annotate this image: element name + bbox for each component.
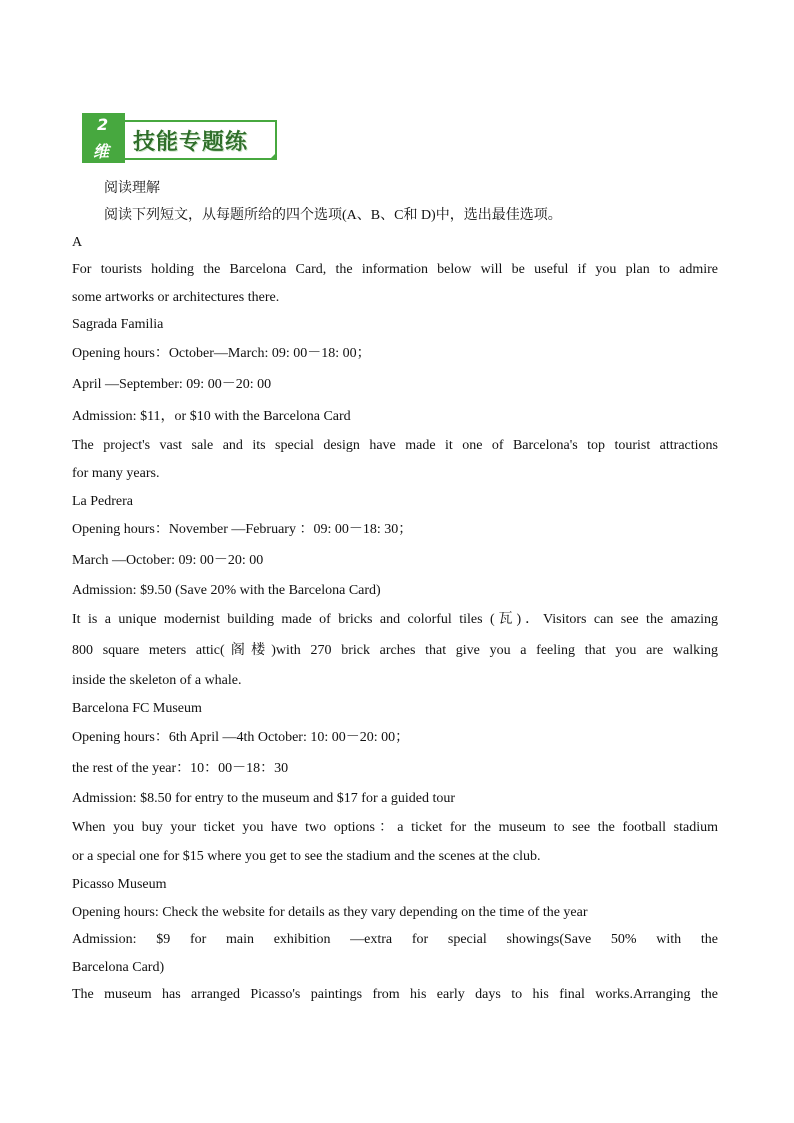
section-heading: 阅读理解 <box>104 181 160 196</box>
text-line: March —October: 09: 00－20: 00 <box>72 553 264 568</box>
text-line: Barcelona Card) <box>72 960 165 975</box>
text-line: The museum has arranged Picasso's paintings from his early days to his final works.Arranging the <box>72 987 718 1002</box>
section-title: 技能专题练 <box>133 130 249 155</box>
instruction-text: 阅读下列短文，从每题所给的四个选项(A、B、C和 D)中，选出最佳选项。 <box>104 208 562 223</box>
badge-number: 2 <box>97 115 109 134</box>
badge-number-box <box>82 113 125 163</box>
badge-number-sub: 维 <box>93 142 110 161</box>
text-line: Admission: $11，or $10 with the Barcelona Card <box>72 409 351 424</box>
text-line: April —September: 09: 00－20: 00 <box>72 377 272 392</box>
text-line: some artworks or architectures there. <box>72 290 280 305</box>
text-line: For tourists holding the Barcelona Card, the information below will be useful if you plan to admire <box>72 262 718 277</box>
text-line: Opening hours: Check the website for details as they vary depending on the time of the year <box>72 905 588 920</box>
text-line: Opening hours：October—March: 09: 00－18: 00； <box>72 346 371 361</box>
text-line: the rest of the year：10：00－18：30 <box>72 761 289 776</box>
text-line: Admission: $8.50 for entry to the museum and $17 for a guided tour <box>72 791 455 806</box>
section-badge <box>82 113 278 163</box>
text-line: Opening hours：November —February ：09: 00－18: 30； <box>72 522 413 537</box>
text-line: It is a unique modernist building made of bricks and colorful tiles (瓦)．Visitors can see the amazing <box>72 612 718 627</box>
badge-title-bar <box>125 120 277 160</box>
text-line: Admission: $9.50 (Save 20% with the Barcelona Card) <box>72 583 381 598</box>
venue-heading: La Pedrera <box>72 494 134 509</box>
text-line: or a special one for $15 where you get to see the stadium and the scenes at the club. <box>72 849 541 864</box>
venue-heading: Picasso Museum <box>72 877 167 892</box>
text-line: inside the skeleton of a whale. <box>72 673 242 688</box>
passage-label: A <box>72 235 83 250</box>
venue-heading: Sagrada Familia <box>72 317 164 332</box>
venue-heading: Barcelona FC Museum <box>72 701 202 716</box>
text-line: When you buy your ticket you have two options：a ticket for the museum to see the football stadium <box>72 820 718 835</box>
text-line: The project's vast sale and its special design have made it one of Barcelona's top tourist attractions <box>72 438 718 453</box>
text-line: for many years. <box>72 466 160 481</box>
text-line: 800 square meters attic(阁楼)with 270 brick arches that give you a feeling that you are walking <box>72 643 718 658</box>
text-line: Opening hours：6th April —4th October: 10: 00－20: 00； <box>72 730 410 745</box>
text-line: Admission: $9 for main exhibition —extra for special showings(Save 50% with the <box>72 932 718 947</box>
